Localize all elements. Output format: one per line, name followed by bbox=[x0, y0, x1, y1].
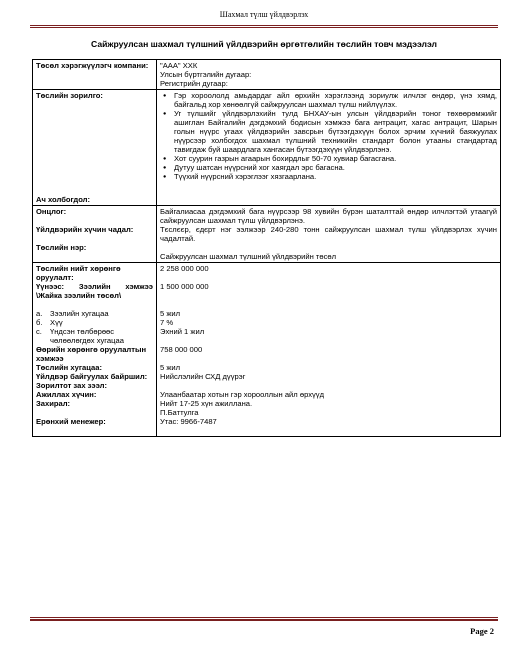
running-header: Шахмал түлш үйлдвэрлэх bbox=[219, 10, 309, 19]
loan-term-label: а. Зээлийн хугацаа bbox=[36, 309, 109, 318]
loan-label: Үүнээс: Зээлийн хэмжээ \Жайка зээлийн төсөл\ bbox=[36, 282, 153, 300]
footer-rule bbox=[30, 617, 498, 621]
grace-period-value: Эхний 1 жил bbox=[160, 327, 205, 336]
workforce-label: Ажиллах хүчин: bbox=[36, 390, 97, 399]
list-item: ● Түүхий нүүрсний хэрэглээг хязгаарлана. bbox=[174, 172, 497, 181]
loan-term-value: 5 жил bbox=[160, 309, 181, 318]
goal-list bbox=[160, 91, 497, 154]
relevance-label: Ач холбогдол: bbox=[36, 195, 91, 204]
location-label: Үйлдвэр байгуулах байршил: bbox=[36, 372, 148, 381]
table-row bbox=[33, 60, 501, 90]
table-row bbox=[33, 206, 501, 263]
duration-value: 5 жил bbox=[160, 363, 181, 372]
grace-period-label: с. Үндсэн төлбөрөөс чөлөөлөгдөх хугацаа bbox=[36, 327, 124, 345]
director-label: Захирал: bbox=[36, 399, 71, 408]
header-rule bbox=[30, 25, 498, 28]
duration-label: Төслийн хугацаа: bbox=[36, 363, 103, 372]
project-name-value: Сайжруулсан шахмал түлшний үйлдвэрийн төсөл bbox=[160, 252, 337, 261]
own-investment-value: 758 000 000 bbox=[160, 345, 203, 354]
interest-label: б. Хүү bbox=[36, 318, 63, 327]
list-item: ● Уг түлшийг үйлдвэрлэхийн тулд БНХАУ-ын улсын үйлдвэрийн тоног төхөөрөмжийг ашиглан Байгалийн дэгдэмхий бодисын хэмжээ бага антрацит, хагас антрацит, Шарын голын нүүрс угаах үйлдвэрийн завсрын бүтээгдэхүүн болох эрчим хүчний баяжуулах нүүрсээр холбогдох шахмал түлшний техникийн стандарт болон утааны стандартад тавигдаж буй шаардлага хангасан бүтээгдэхүүн үйлдвэрлэнэ. bbox=[174, 109, 497, 154]
document-title: Сайжруулсан шахмал түлшний үйлдвэрийн өргөтгөлийн төслийн товч мэдээлэл bbox=[91, 39, 437, 49]
director-name: П.Баттулга bbox=[160, 408, 199, 417]
project-name-label: Төслийн нэр: bbox=[36, 243, 87, 252]
general-manager-label: Ерөнхий менежер: bbox=[36, 417, 106, 426]
total-investment-value: 2 258 000 000 bbox=[160, 264, 209, 273]
workforce-value: Нийт 17-25 хүн ажиллана. bbox=[160, 399, 253, 408]
table-row bbox=[33, 90, 501, 206]
register-number: Регистрийн дугаар: bbox=[160, 79, 228, 88]
capacity-value: Тєслєєр, єдєрт нэг ээлжээр 240-280 тонн сайжруулсан шахмал түлш үйлдвэрлэх хүчин чадалтай. bbox=[160, 225, 497, 243]
list-item: ● Хот суурин газрын агаарын бохирдлыг 50-70 хувиар багасгана. bbox=[174, 154, 497, 163]
own-investment-label: Өөрийн хөрөнгө оруулалтын хэмжээ bbox=[36, 345, 147, 363]
state-registration-number: Улсын бүртгэлийн дугаар: bbox=[160, 70, 252, 79]
interest-value: 7 % bbox=[160, 318, 174, 327]
location-value: Нийслэлийн СХД дүүрэг bbox=[160, 372, 246, 381]
goal-label: Төслийн зорилго: bbox=[36, 91, 103, 100]
table-row bbox=[33, 263, 501, 437]
implementer-value bbox=[157, 60, 501, 90]
page-number: Page 2 bbox=[470, 626, 494, 636]
total-investment-label: Төслийн нийт хөрөнгө оруулалт: bbox=[36, 264, 121, 282]
list-item: ● Гэр хороололд амьдардаг айл өрхийн хэрэглээнд зориулж илчлэг өндөр, үнэ хямд, байгальд хор хөнөөлгүй сайжруулсан шахмал түлш нийлүүлэх. bbox=[174, 91, 497, 109]
target-market-value: Улаанбаатар хотын гэр хорооллын айл өрхүүд bbox=[160, 390, 325, 399]
capacity-label: Үйлдвэрийн хүчин чадал: bbox=[36, 225, 134, 234]
target-market-label: Зорилтот зах зээл: bbox=[36, 381, 107, 390]
list-item: ● Дутуу шатсан нүүрсний хог хаягдал эрс багасна. bbox=[174, 163, 497, 172]
implementer-label: Төсөл хэрэгжүүлэгч компани: bbox=[33, 60, 157, 90]
project-summary-table bbox=[32, 59, 501, 437]
company-name: "ААА" ХХК bbox=[160, 61, 198, 70]
relevance-list bbox=[160, 154, 497, 181]
features-label: Онцлог: bbox=[36, 207, 67, 216]
director-phone: Утас: 9966-7487 bbox=[160, 417, 217, 426]
loan-value: 1 500 000 000 bbox=[160, 282, 209, 291]
features-value: Байгалиасаа дэгдэмхий бага нүүрсээр 98 хувийн бүрэн шаталттай өндөр илчлэгтэй утаагүй сайжруулсан шахмал түлш үйлдвэрлэнэ. bbox=[160, 207, 497, 225]
